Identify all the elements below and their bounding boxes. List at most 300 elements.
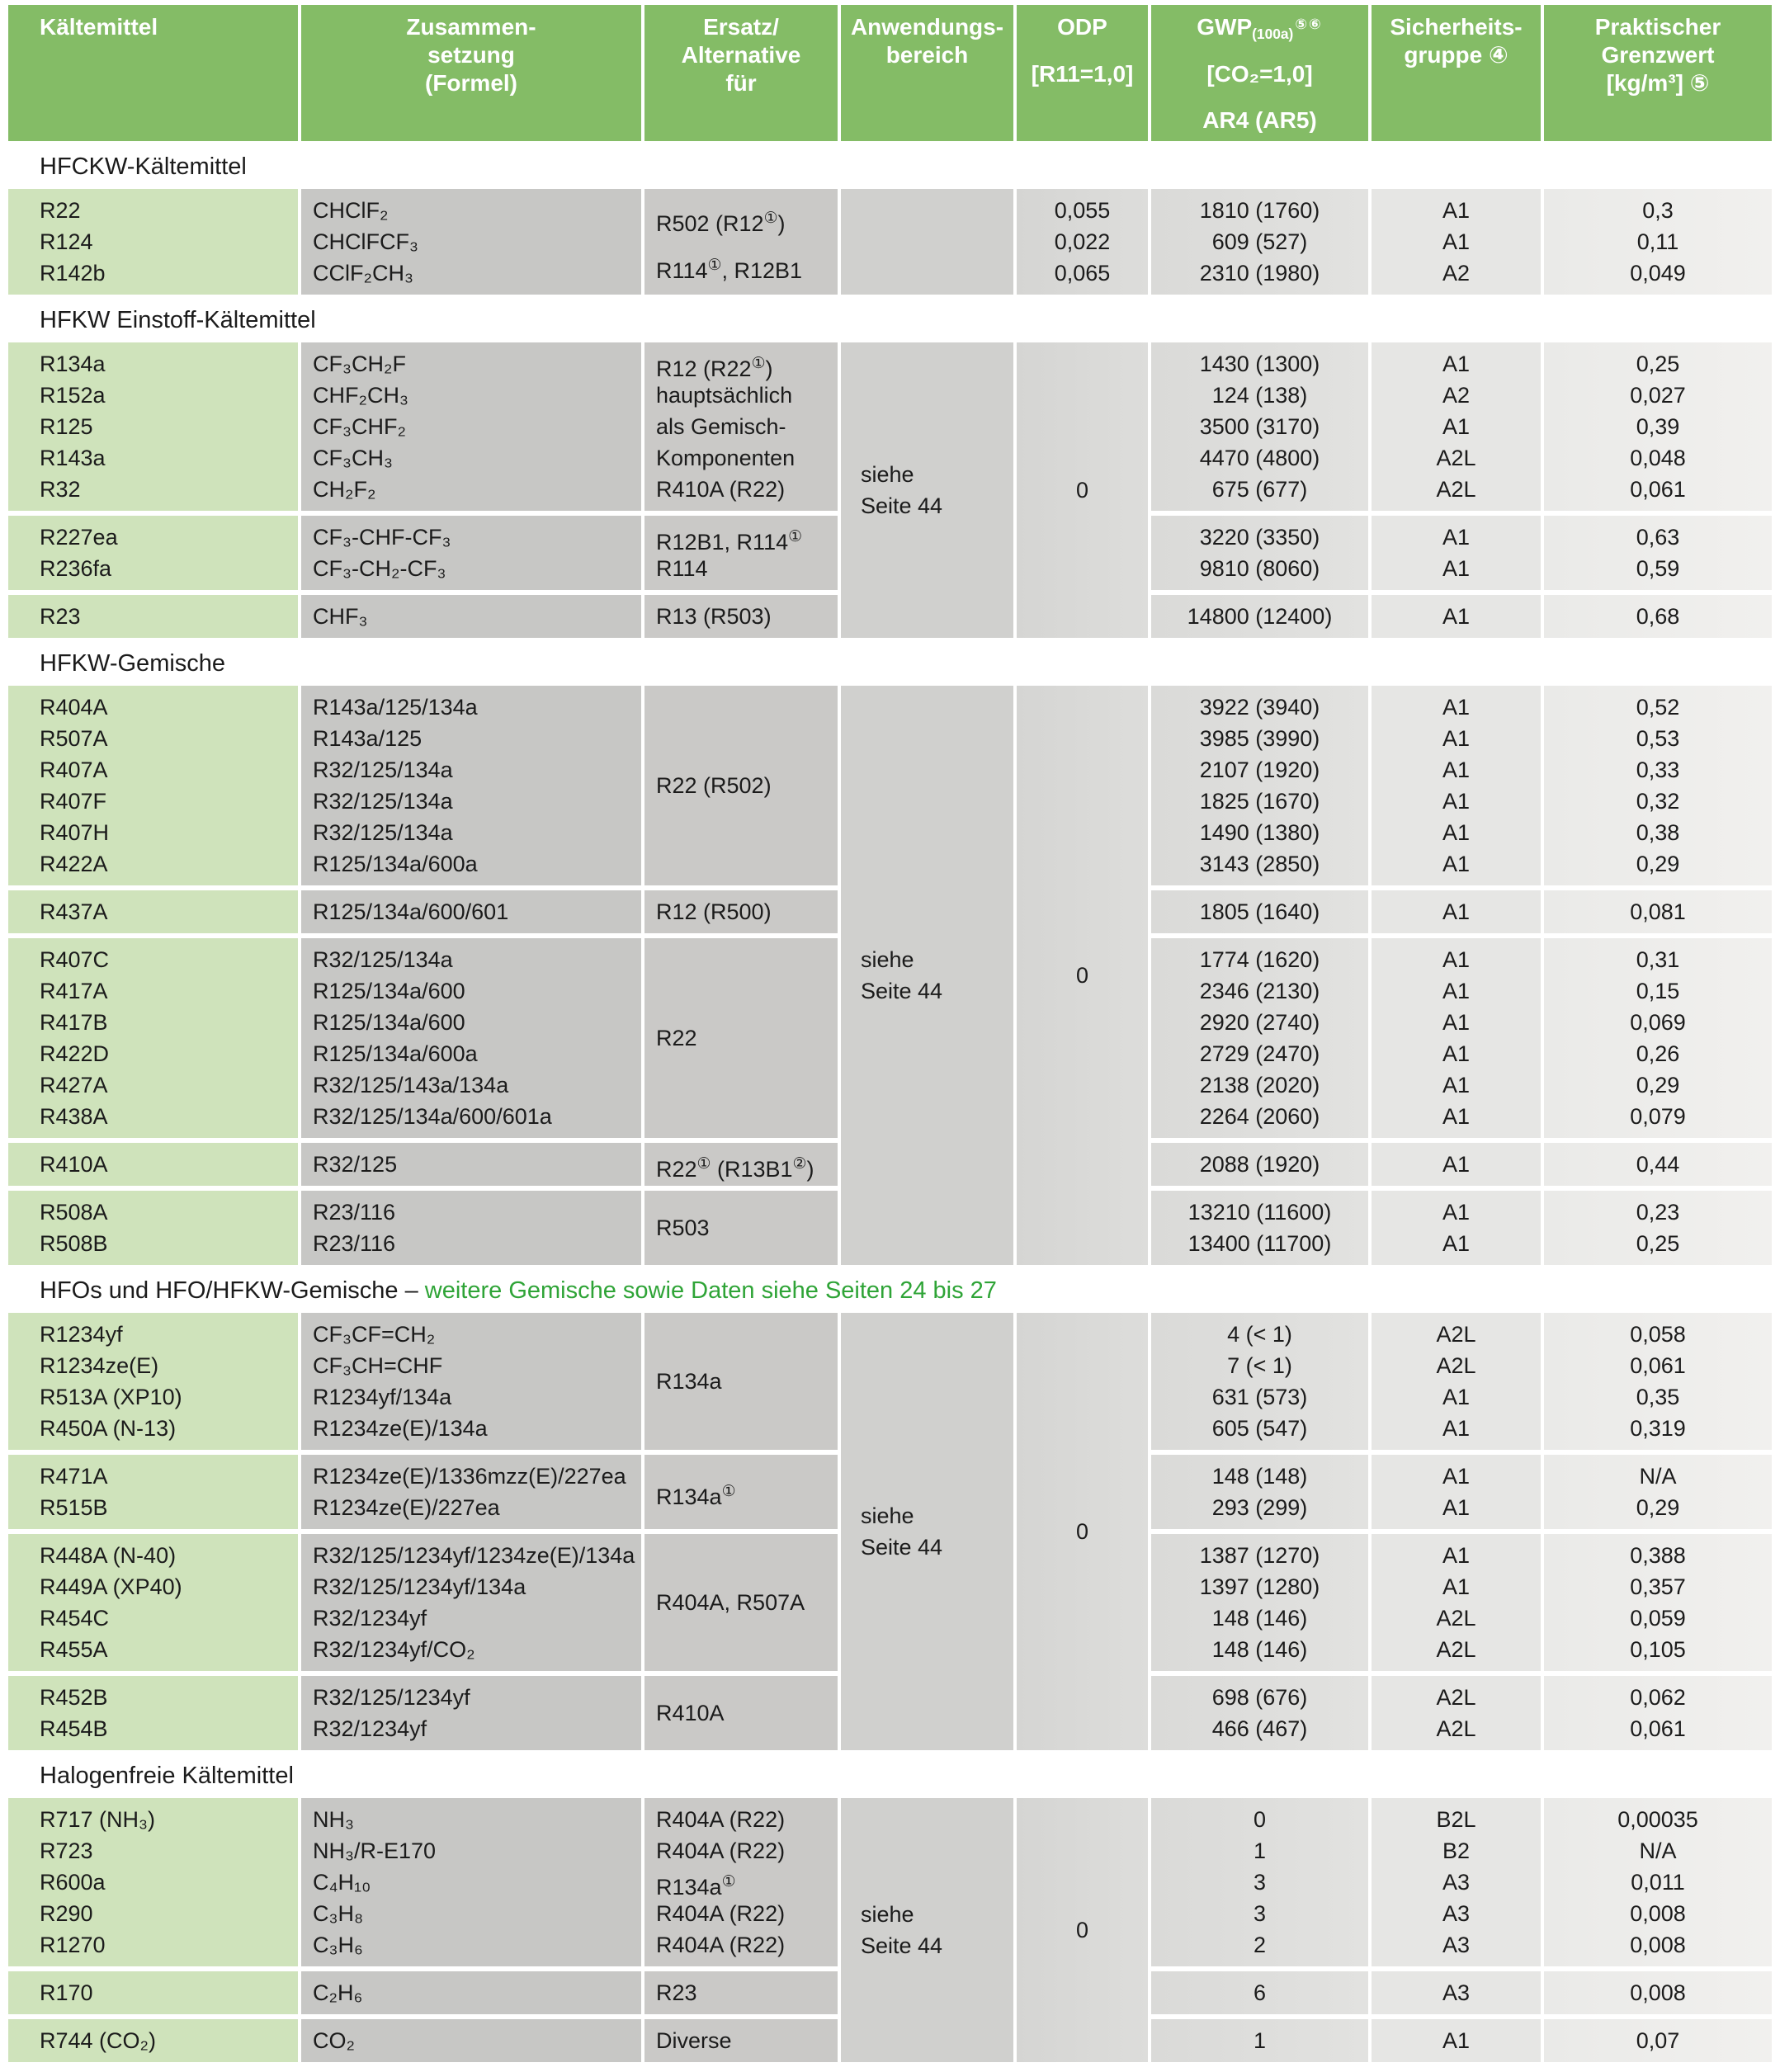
odp-cell <box>1017 189 1148 295</box>
header-line: für <box>725 70 757 96</box>
formula: CHClFCF₃ <box>313 229 418 254</box>
application-cell <box>841 1313 1013 1750</box>
formula: R1234yf/134a <box>313 1385 452 1409</box>
refrigerant-name: R32 <box>40 477 81 502</box>
formula: R125/134a/600a <box>313 852 478 876</box>
replacement-text: R502 (R12①) <box>656 209 786 236</box>
gwp-title <box>1197 13 1322 41</box>
limit-value: 0,53 <box>1636 726 1680 751</box>
refrigerant-name: R422D <box>40 1041 110 1066</box>
safety-group: A1 <box>1442 1543 1471 1568</box>
refrigerant-name: R437A <box>40 899 108 924</box>
refrigerant-cell <box>8 1143 298 1186</box>
application-text: siehe <box>861 947 914 972</box>
gwp-value: 13210 (11600) <box>1187 1200 1332 1225</box>
gwp-value: 466 (467) <box>1211 1716 1308 1741</box>
safety-group: A1 <box>1442 2028 1471 2053</box>
refrigerant-name: R449A (XP40) <box>40 1574 182 1599</box>
limit-value: 0,07 <box>1636 2028 1680 2053</box>
refrigerant-cell <box>8 890 298 933</box>
safety-group: A2L <box>1436 1637 1476 1662</box>
refrigerant-name: R417A <box>40 979 108 1003</box>
section-table <box>8 342 1772 638</box>
refrigerant-name: R508A <box>40 1200 108 1225</box>
safety-group: A2L <box>1436 446 1476 470</box>
refrigerant-cell <box>8 595 298 638</box>
formula-cell <box>301 1191 641 1265</box>
limit-value: 0,058 <box>1630 1322 1686 1347</box>
gwp-main: GWP <box>1197 14 1253 40</box>
gwp-value: 2138 (2020) <box>1199 1073 1320 1097</box>
limit-cell <box>1544 342 1772 511</box>
odp-value: 0 <box>1075 963 1089 988</box>
gwp-cell <box>1151 516 1368 590</box>
gwp-cell <box>1151 1798 1368 1966</box>
limit-cell <box>1544 516 1772 590</box>
gwp-value: 2920 (2740) <box>1199 1010 1320 1035</box>
formula: R32/125/143a/134a <box>313 1073 509 1097</box>
replacement-text: R22① (R13B1②) <box>656 1155 814 1182</box>
section-label-text: HFCKW-Kältemittel <box>40 153 247 180</box>
safety-group: A2L <box>1436 1716 1476 1741</box>
formula: R32/125/1234yf/1234ze(E)/134a <box>313 1543 635 1568</box>
replacement-text: R12 (R22①) <box>656 355 773 381</box>
refrigerant-cell <box>8 342 298 511</box>
header-line: Anwendungs- <box>850 14 1004 40</box>
formula-cell <box>301 1455 641 1529</box>
replacement-cell <box>644 1191 838 1265</box>
odp-cell <box>1017 1798 1148 2062</box>
formula: R32/1234yf <box>313 1606 427 1631</box>
formula: CClF₂CH₃ <box>313 261 413 286</box>
replacement-cell <box>644 595 838 638</box>
header-kaeltemittel-label: Kältemittel <box>40 14 158 40</box>
gwp-value: 4 (< 1) <box>1227 1322 1292 1347</box>
formula: R32/125/134a <box>313 789 453 814</box>
gwp-value: 2107 (1920) <box>1199 758 1320 782</box>
gwp-cell <box>1151 2019 1368 2062</box>
gwp-value: 2264 (2060) <box>1199 1104 1320 1129</box>
gwp-value: 148 (146) <box>1211 1637 1308 1662</box>
header-line: [CO₂=1,0] <box>1206 60 1313 87</box>
limit-value: 0,29 <box>1636 852 1680 876</box>
formula: R32/125/1234yf/134a <box>313 1574 526 1599</box>
replacement-text: Komponenten <box>656 446 796 470</box>
formula: R143a/125/134a <box>313 695 478 720</box>
gwp-value: 605 (547) <box>1211 1416 1308 1441</box>
safety-group: A2L <box>1436 1322 1476 1347</box>
gwp-value: 2088 (1920) <box>1199 1152 1320 1177</box>
gwp-value: 3 <box>1253 1870 1267 1895</box>
safety-cell <box>1372 938 1541 1138</box>
application-cell <box>841 189 1013 295</box>
limit-value: 0,081 <box>1630 899 1686 924</box>
formula: CO₂ <box>313 2028 355 2053</box>
safety-group: A1 <box>1442 1010 1471 1035</box>
limit-value: 0,00035 <box>1617 1807 1698 1832</box>
gwp-value: 675 (677) <box>1211 477 1308 502</box>
safety-group: A1 <box>1442 1041 1471 1066</box>
safety-group: A1 <box>1442 758 1471 782</box>
replacement-text: als Gemisch- <box>656 414 786 439</box>
gwp-value: 3 <box>1253 1901 1267 1926</box>
header-line: Sicherheits- <box>1390 14 1523 40</box>
gwp-value: 293 (299) <box>1211 1495 1308 1520</box>
gwp-cell <box>1151 595 1368 638</box>
gwp-value: 4470 (4800) <box>1199 446 1320 470</box>
limit-value: 0,29 <box>1636 1495 1680 1520</box>
formula-cell <box>301 1798 641 1966</box>
replacement-cell <box>644 516 838 590</box>
limit-value: 0,062 <box>1630 1685 1686 1710</box>
formula: R32/125/134a <box>313 758 453 782</box>
refrigerant-cell <box>8 1534 298 1671</box>
application-cell <box>841 342 1013 638</box>
limit-value: 0,11 <box>1636 229 1679 254</box>
gwp-value: 631 (573) <box>1211 1385 1308 1409</box>
safety-group: A1 <box>1442 1464 1471 1489</box>
limit-value: 0,31 <box>1636 947 1680 972</box>
limit-value: 0,25 <box>1636 1231 1680 1256</box>
formula: CF₃-CHF-CF₃ <box>313 525 451 550</box>
formula: CF₃CH₂F <box>313 352 406 376</box>
safety-group: A1 <box>1442 1200 1471 1225</box>
header-line: Zusammen- <box>406 14 536 40</box>
safety-group: A2 <box>1442 261 1471 286</box>
limit-value: 0,68 <box>1636 604 1680 629</box>
safety-group: A1 <box>1442 1385 1471 1409</box>
limit-value: 0,008 <box>1630 1980 1686 2005</box>
gwp-value: 3500 (3170) <box>1199 414 1320 439</box>
safety-group: A1 <box>1442 352 1471 376</box>
safety-cell <box>1372 595 1541 638</box>
refrigerant-name: R454B <box>40 1716 108 1741</box>
refrigerant-cell <box>8 1455 298 1529</box>
safety-group: A2L <box>1436 1606 1476 1631</box>
gwp-cell <box>1151 342 1368 511</box>
safety-cell <box>1372 890 1541 933</box>
safety-cell <box>1372 1971 1541 2014</box>
gwp-subscript: (100a) <box>1252 25 1294 42</box>
section-table <box>8 189 1772 295</box>
header-kaeltemittel <box>8 5 298 141</box>
section-table <box>8 1313 1772 1750</box>
formula: CH₂F₂ <box>313 477 376 502</box>
refrigerant-name: R422A <box>40 852 108 876</box>
limit-value: 0,23 <box>1636 1200 1680 1225</box>
refrigerant-name: R438A <box>40 1104 108 1129</box>
safety-group: A1 <box>1442 1104 1471 1129</box>
header-line: Alternative <box>681 42 801 68</box>
replacement-text: hauptsächlich <box>656 383 793 408</box>
refrigerant-name: R290 <box>40 1901 93 1926</box>
gwp-cell <box>1151 1313 1368 1450</box>
gwp-value: 7 (< 1) <box>1227 1353 1292 1378</box>
formula: CF₃-CH₂-CF₃ <box>313 556 446 581</box>
refrigerant-name: R508B <box>40 1231 108 1256</box>
header-line: Praktischer <box>1594 14 1721 40</box>
formula: NH₃/R-E170 <box>313 1838 437 1863</box>
limit-value: 0,008 <box>1630 1933 1686 1957</box>
gwp-cell <box>1151 1455 1368 1529</box>
safety-cell <box>1372 1676 1541 1750</box>
limit-value: 0,079 <box>1630 1104 1686 1129</box>
gwp-value: 1 <box>1253 1838 1267 1863</box>
refrigerant-name: R513A (XP10) <box>40 1385 182 1409</box>
safety-group: A1 <box>1442 899 1471 924</box>
header-line: bereich <box>885 42 969 68</box>
gwp-footnotes: ⑤⑥ <box>1295 15 1323 32</box>
gwp-value: 1430 (1300) <box>1199 352 1320 376</box>
refrigerant-name: R407H <box>40 820 110 845</box>
safety-cell <box>1372 342 1541 511</box>
refrigerant-name: R427A <box>40 1073 108 1097</box>
refrigerant-name: R125 <box>40 414 93 439</box>
refrigerant-cell <box>8 516 298 590</box>
header-line: [R11=1,0] <box>1031 60 1134 87</box>
limit-value: 0,59 <box>1636 556 1680 581</box>
refrigerant-name: R417B <box>40 1010 108 1035</box>
formula: CHF₃ <box>313 604 368 629</box>
odp-cell <box>1017 686 1148 1265</box>
gwp-value: 609 (527) <box>1211 229 1308 254</box>
refrigerant-name: R1234ze(E) <box>40 1353 159 1378</box>
formula: R32/125 <box>313 1152 398 1177</box>
limit-value: N/A <box>1639 1838 1677 1863</box>
refrigerant-name: R448A (N-40) <box>40 1543 177 1568</box>
gwp-value: 2310 (1980) <box>1199 261 1320 286</box>
safety-cell <box>1372 516 1541 590</box>
header-line: (Formel) <box>425 70 517 96</box>
header-line: gruppe ④ <box>1404 42 1509 68</box>
header-anwendungsbereich <box>841 5 1013 141</box>
replacement-cell <box>644 1798 838 1966</box>
gwp-value: 1387 (1270) <box>1199 1543 1320 1568</box>
replacement-text: R134a① <box>656 1483 736 1509</box>
application-text: siehe <box>861 462 914 487</box>
safety-group: A3 <box>1442 1933 1471 1957</box>
limit-value: 0,52 <box>1636 695 1680 720</box>
limit-cell <box>1544 189 1772 295</box>
gwp-cell <box>1151 890 1368 933</box>
replacement-text: R404A, R507A <box>656 1590 805 1615</box>
gwp-value: 9810 (8060) <box>1199 556 1320 581</box>
gwp-cell <box>1151 1143 1368 1186</box>
limit-cell <box>1544 1455 1772 1529</box>
replacement-text: R404A (R22) <box>656 1838 786 1863</box>
refrigerant-name: R22 <box>40 198 81 223</box>
application-text: siehe <box>861 1902 914 1927</box>
section-label-note: weitere Gemische sowie Daten siehe Seiten 24 bis 27 <box>424 1277 997 1304</box>
limit-cell <box>1544 595 1772 638</box>
limit-cell <box>1544 890 1772 933</box>
gwp-value: 13400 (11700) <box>1187 1231 1332 1256</box>
safety-group: A1 <box>1442 414 1471 439</box>
gwp-value: 6 <box>1253 1980 1267 2005</box>
replacement-cell <box>644 189 838 295</box>
limit-value: 0,39 <box>1636 414 1680 439</box>
replacement-text: R404A (R22) <box>656 1901 786 1926</box>
limit-value: 0,319 <box>1630 1416 1686 1441</box>
section-label-text: Halogenfreie Kältemittel <box>40 1763 294 1789</box>
safety-group: A1 <box>1442 1152 1471 1177</box>
formula: R125/134a/600 <box>313 1010 465 1035</box>
limit-value: 0,33 <box>1636 758 1680 782</box>
gwp-value: 3220 (3350) <box>1199 525 1320 550</box>
safety-cell <box>1372 1313 1541 1450</box>
formula: R1234ze(E)/1336mzz(E)/227ea <box>313 1464 626 1489</box>
refrigerant-cell <box>8 2019 298 2062</box>
odp-cell <box>1017 1313 1148 1750</box>
formula: R1234ze(E)/134a <box>313 1416 488 1441</box>
gwp-cell <box>1151 1971 1368 2014</box>
replacement-cell <box>644 1313 838 1450</box>
section-label <box>40 1277 1772 1305</box>
gwp-value: 3922 (3940) <box>1199 695 1320 720</box>
gwp-value: 2 <box>1253 1933 1267 1957</box>
header-odp <box>1017 5 1148 141</box>
formula: R32/1234yf/CO₂ <box>313 1637 475 1662</box>
replacement-text: R114 <box>656 556 708 581</box>
replacement-text: R22 <box>656 1026 697 1050</box>
limit-value: 0,44 <box>1636 1152 1680 1177</box>
gwp-value: 3143 (2850) <box>1199 852 1320 876</box>
limit-value: 0,011 <box>1631 1870 1685 1895</box>
formula-cell <box>301 2019 641 2062</box>
formula: R32/1234yf <box>313 1716 427 1741</box>
formula: CHClF₂ <box>313 198 389 223</box>
section-table <box>8 686 1772 1265</box>
replacement-cell <box>644 686 838 885</box>
limit-value: 0,3 <box>1642 198 1674 223</box>
safety-group: A1 <box>1442 525 1471 550</box>
limit-value: 0,048 <box>1630 446 1686 470</box>
safety-group: A2L <box>1436 477 1476 502</box>
refrigerant-name: R143a <box>40 446 106 470</box>
formula-cell <box>301 1313 641 1450</box>
gwp-cell <box>1151 1676 1368 1750</box>
section-label <box>40 153 1772 181</box>
application-text: Seite 44 <box>861 1933 943 1958</box>
refrigerant-name: R723 <box>40 1838 93 1863</box>
replacement-text: R134a① <box>656 1873 736 1900</box>
formula-cell <box>301 1971 641 2014</box>
limit-cell <box>1544 1676 1772 1750</box>
refrigerant-cell <box>8 1971 298 2014</box>
replacement-text: R23 <box>656 1980 697 2005</box>
safety-group: A1 <box>1442 1416 1471 1441</box>
limit-value: 0,061 <box>1630 477 1686 502</box>
limit-value: 0,29 <box>1636 1073 1680 1097</box>
limit-cell <box>1544 686 1772 885</box>
formula: R32/125/134a/600/601a <box>313 1104 552 1129</box>
odp-value: 0,022 <box>1054 229 1111 254</box>
gwp-value: 1810 (1760) <box>1199 198 1320 223</box>
formula: CF₃CHF₂ <box>313 414 406 439</box>
header-sicherheitsgruppe <box>1372 5 1541 141</box>
gwp-value: 1 <box>1253 2028 1267 2053</box>
gwp-value: 1774 (1620) <box>1199 947 1320 972</box>
replacement-text: R114①, R12B1 <box>656 256 803 283</box>
formula-cell <box>301 189 641 295</box>
formula: CHF₂CH₃ <box>313 383 408 408</box>
safety-group: A1 <box>1442 1495 1471 1520</box>
safety-group: A1 <box>1442 198 1471 223</box>
formula: R32/125/134a <box>313 820 453 845</box>
refrigerant-name: R507A <box>40 726 108 751</box>
odp-value: 0 <box>1075 1918 1089 1942</box>
gwp-value: 2729 (2470) <box>1199 1041 1320 1066</box>
refrigerant-name: R455A <box>40 1637 108 1662</box>
odp-value: 0,055 <box>1054 198 1111 223</box>
safety-group: A1 <box>1442 1073 1471 1097</box>
refrigerant-name: R152a <box>40 383 106 408</box>
limit-cell <box>1544 1798 1772 1966</box>
header-grenzwert <box>1544 5 1772 141</box>
formula-cell <box>301 342 641 511</box>
refrigerant-name: R1234yf <box>40 1322 123 1347</box>
refrigerant-name: R1270 <box>40 1933 106 1957</box>
formula: R125/134a/600a <box>313 1041 478 1066</box>
safety-cell <box>1372 2019 1541 2062</box>
replacement-text: R410A <box>656 1701 725 1725</box>
table-header <box>8 5 1772 141</box>
formula: CF₃CH=CHF <box>313 1353 443 1378</box>
formula: R23/116 <box>313 1200 396 1225</box>
safety-group: A3 <box>1442 1980 1471 2005</box>
application-cell <box>841 686 1013 1265</box>
refrigerant-name: R744 (CO₂) <box>40 2028 157 2053</box>
refrigerant-name: R410A <box>40 1152 108 1177</box>
formula-cell <box>301 1676 641 1750</box>
section-label <box>40 650 1772 677</box>
replacement-text: R404A (R22) <box>656 1807 786 1832</box>
replacement-cell <box>644 342 838 511</box>
refrigerant-cell <box>8 1798 298 1966</box>
gwp-value: 0 <box>1253 1807 1267 1832</box>
safety-cell <box>1372 1798 1541 1966</box>
limit-value: N/A <box>1639 1464 1677 1489</box>
refrigerant-name: R600a <box>40 1870 106 1895</box>
safety-group: A1 <box>1442 852 1471 876</box>
replacement-text: Diverse <box>656 2028 732 2053</box>
safety-group: B2 <box>1442 1838 1471 1863</box>
safety-group: A2L <box>1436 1685 1476 1710</box>
header-line: setzung <box>427 42 515 68</box>
safety-cell <box>1372 1143 1541 1186</box>
refrigerant-name: R134a <box>40 352 106 376</box>
replacement-cell <box>644 890 838 933</box>
replacement-cell <box>644 938 838 1138</box>
refrigerant-name: R23 <box>40 604 81 629</box>
section-label-text: HFKW-Gemische <box>40 650 226 677</box>
gwp-value: 1825 (1670) <box>1199 789 1320 814</box>
replacement-cell <box>644 1971 838 2014</box>
application-cell <box>841 1798 1013 2062</box>
safety-group: A1 <box>1442 726 1471 751</box>
refrigerant-name: R170 <box>40 1980 93 2005</box>
refrigerant-name: R227ea <box>40 525 118 550</box>
replacement-cell <box>644 2019 838 2062</box>
refrigerant-cell <box>8 938 298 1138</box>
limit-cell <box>1544 1534 1772 1671</box>
safety-group: A2 <box>1442 383 1471 408</box>
limit-cell <box>1544 1191 1772 1265</box>
gwp-value: 698 (676) <box>1211 1685 1308 1710</box>
refrigerant-name: R515B <box>40 1495 108 1520</box>
header-line: Grenzwert <box>1601 42 1715 68</box>
refrigerant-name: R450A (N-13) <box>40 1416 177 1441</box>
